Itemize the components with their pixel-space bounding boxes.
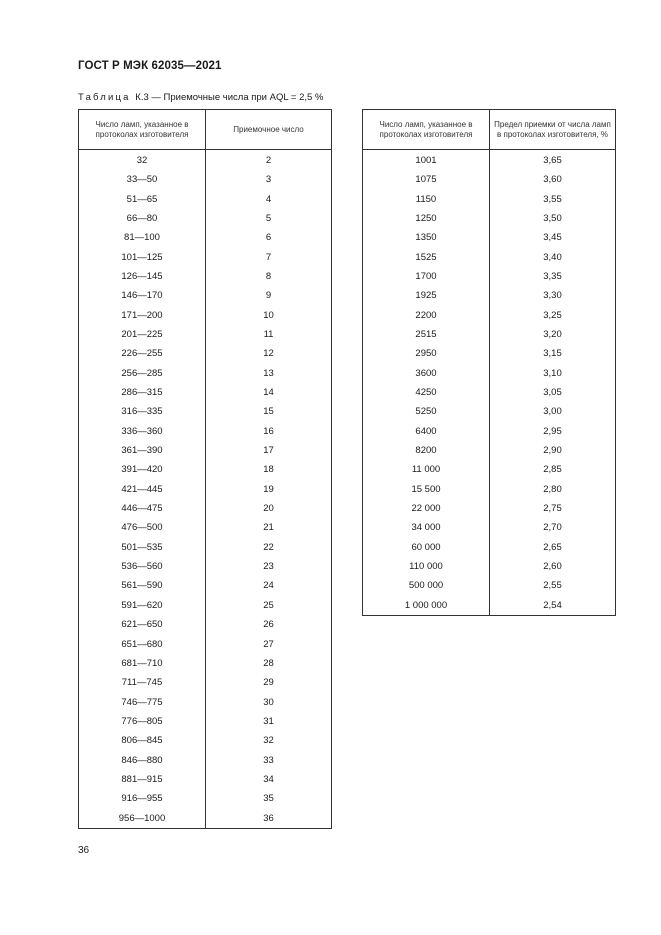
cell-lamp-count: 651—680 xyxy=(79,635,206,654)
cell-lamp-count: 476—500 xyxy=(79,519,206,538)
table-row xyxy=(79,170,332,189)
cell-lamp-count: 1925 xyxy=(363,286,490,305)
column-header-acceptance-number: Приемочное число xyxy=(206,110,332,150)
cell-lamp-count: 15 500 xyxy=(363,480,490,499)
table-row xyxy=(363,538,616,557)
table-row xyxy=(363,325,616,344)
cell-lamp-count: 3600 xyxy=(363,364,490,383)
table-row xyxy=(363,557,616,576)
table-row xyxy=(79,519,332,538)
acceptance-numbers-table-body xyxy=(79,150,332,829)
cell-value: 11 xyxy=(206,325,332,344)
table-row xyxy=(363,577,616,596)
cell-lamp-count: 1150 xyxy=(363,190,490,209)
table-row xyxy=(79,789,332,808)
cell-lamp-count: 226—255 xyxy=(79,344,206,363)
cell-lamp-count: 2515 xyxy=(363,325,490,344)
cell-lamp-count: 1075 xyxy=(363,170,490,189)
cell-lamp-count: 8200 xyxy=(363,441,490,460)
table-row xyxy=(79,150,332,171)
cell-lamp-count: 316—335 xyxy=(79,402,206,421)
cell-value: 2,75 xyxy=(490,499,616,518)
table-row xyxy=(79,693,332,712)
cell-lamp-count: 361—390 xyxy=(79,441,206,460)
table-row xyxy=(363,480,616,499)
table-row xyxy=(363,422,616,441)
table-row xyxy=(363,267,616,286)
cell-lamp-count: 60 000 xyxy=(363,538,490,557)
cell-value: 3,25 xyxy=(490,306,616,325)
table-row xyxy=(79,673,332,692)
table-row xyxy=(79,596,332,615)
cell-value: 10 xyxy=(206,306,332,325)
table-row xyxy=(363,383,616,402)
cell-value: 2,65 xyxy=(490,538,616,557)
table-row xyxy=(79,461,332,480)
cell-lamp-count: 881—915 xyxy=(79,770,206,789)
cell-lamp-count: 286—315 xyxy=(79,383,206,402)
cell-value: 16 xyxy=(206,422,332,441)
cell-value: 27 xyxy=(206,635,332,654)
cell-value: 3,35 xyxy=(490,267,616,286)
cell-value: 29 xyxy=(206,673,332,692)
cell-value: 21 xyxy=(206,519,332,538)
cell-lamp-count: 776—805 xyxy=(79,712,206,731)
table-header-row xyxy=(363,110,616,150)
table-row xyxy=(79,286,332,305)
cell-lamp-count: 806—845 xyxy=(79,731,206,750)
table-row xyxy=(79,402,332,421)
cell-lamp-count: 51—65 xyxy=(79,190,206,209)
cell-value: 3 xyxy=(206,170,332,189)
table-caption-text: К.3 — Приемочные числа при AQL = 2,5 % xyxy=(135,92,324,103)
cell-value: 7 xyxy=(206,248,332,267)
table-caption-prefix: Таблица xyxy=(78,92,131,103)
cell-value: 19 xyxy=(206,480,332,499)
table-row xyxy=(79,770,332,789)
cell-value: 23 xyxy=(206,557,332,576)
cell-value: 2,95 xyxy=(490,422,616,441)
table-row xyxy=(363,209,616,228)
table-row xyxy=(363,150,616,171)
cell-lamp-count: 66—80 xyxy=(79,209,206,228)
cell-lamp-count: 501—535 xyxy=(79,538,206,557)
cell-lamp-count: 561—590 xyxy=(79,577,206,596)
cell-value: 2,60 xyxy=(490,557,616,576)
cell-value: 14 xyxy=(206,383,332,402)
cell-lamp-count: 1 000 000 xyxy=(363,596,490,616)
cell-value: 3,00 xyxy=(490,402,616,421)
table-header-row xyxy=(79,110,332,150)
cell-lamp-count: 11 000 xyxy=(363,461,490,480)
cell-lamp-count: 681—710 xyxy=(79,654,206,673)
table-row xyxy=(79,441,332,460)
table-row xyxy=(79,654,332,673)
cell-value: 3,45 xyxy=(490,228,616,247)
cell-value: 3,55 xyxy=(490,190,616,209)
cell-lamp-count: 101—125 xyxy=(79,248,206,267)
cell-lamp-count: 126—145 xyxy=(79,267,206,286)
cell-lamp-count: 171—200 xyxy=(79,306,206,325)
table-row xyxy=(363,499,616,518)
acceptance-limit-table xyxy=(362,109,616,616)
cell-value: 30 xyxy=(206,693,332,712)
acceptance-numbers-table xyxy=(78,109,332,829)
table-row xyxy=(79,267,332,286)
cell-lamp-count: 34 000 xyxy=(363,519,490,538)
cell-value: 3,30 xyxy=(490,286,616,305)
document-header: ГОСТ Р МЭК 62035—2021 xyxy=(78,60,222,72)
column-header-lamp-count: Число ламп, указанное в протоколах изготовителя xyxy=(79,110,206,150)
cell-lamp-count: 110 000 xyxy=(363,557,490,576)
cell-value: 28 xyxy=(206,654,332,673)
cell-value: 20 xyxy=(206,499,332,518)
cell-value: 15 xyxy=(206,402,332,421)
table-row xyxy=(79,209,332,228)
cell-lamp-count: 5250 xyxy=(363,402,490,421)
cell-value: 9 xyxy=(206,286,332,305)
cell-value: 31 xyxy=(206,712,332,731)
table-row xyxy=(363,344,616,363)
cell-value: 3,50 xyxy=(490,209,616,228)
cell-value: 34 xyxy=(206,770,332,789)
column-header-acceptance-limit: Предел приемки от числа ламп в протоколах изготовителя, % xyxy=(490,110,616,150)
table-row xyxy=(363,190,616,209)
acceptance-limit-table-body xyxy=(363,150,616,616)
cell-lamp-count: 746—775 xyxy=(79,693,206,712)
cell-value: 3,05 xyxy=(490,383,616,402)
table-row xyxy=(79,731,332,750)
table-row xyxy=(79,306,332,325)
column-header-lamp-count: Число ламп, указанное в протоколах изготовителя xyxy=(363,110,490,150)
table-row xyxy=(79,557,332,576)
cell-value: 2 xyxy=(206,150,332,171)
cell-lamp-count: 711—745 xyxy=(79,673,206,692)
table-row xyxy=(79,577,332,596)
table-row xyxy=(363,306,616,325)
cell-value: 22 xyxy=(206,538,332,557)
cell-lamp-count: 256—285 xyxy=(79,364,206,383)
table-row xyxy=(79,190,332,209)
table-row xyxy=(363,364,616,383)
cell-lamp-count: 4250 xyxy=(363,383,490,402)
cell-value: 3,20 xyxy=(490,325,616,344)
table-row xyxy=(79,383,332,402)
cell-lamp-count: 336—360 xyxy=(79,422,206,441)
table-row xyxy=(79,809,332,829)
cell-lamp-count: 536—560 xyxy=(79,557,206,576)
cell-lamp-count: 591—620 xyxy=(79,596,206,615)
cell-lamp-count: 500 000 xyxy=(363,577,490,596)
cell-lamp-count: 32 xyxy=(79,150,206,171)
cell-lamp-count: 1350 xyxy=(363,228,490,247)
cell-lamp-count: 1525 xyxy=(363,248,490,267)
cell-lamp-count: 2200 xyxy=(363,306,490,325)
table-row xyxy=(79,615,332,634)
table-row xyxy=(363,402,616,421)
cell-value: 8 xyxy=(206,267,332,286)
table-row xyxy=(363,228,616,247)
cell-lamp-count: 421—445 xyxy=(79,480,206,499)
table-row xyxy=(363,519,616,538)
cell-lamp-count: 1700 xyxy=(363,267,490,286)
cell-lamp-count: 846—880 xyxy=(79,751,206,770)
cell-value: 5 xyxy=(206,209,332,228)
cell-value: 3,10 xyxy=(490,364,616,383)
cell-lamp-count: 146—170 xyxy=(79,286,206,305)
cell-lamp-count: 6400 xyxy=(363,422,490,441)
cell-value: 6 xyxy=(206,228,332,247)
table-row xyxy=(363,596,616,616)
table-row xyxy=(363,170,616,189)
table-caption xyxy=(78,92,323,103)
cell-lamp-count: 446—475 xyxy=(79,499,206,518)
cell-value: 13 xyxy=(206,364,332,383)
cell-value: 3,40 xyxy=(490,248,616,267)
table-row xyxy=(363,461,616,480)
cell-lamp-count: 956—1000 xyxy=(79,809,206,829)
table-row xyxy=(363,248,616,267)
cell-value: 2,80 xyxy=(490,480,616,499)
cell-lamp-count: 1250 xyxy=(363,209,490,228)
cell-lamp-count: 201—225 xyxy=(79,325,206,344)
cell-lamp-count: 1001 xyxy=(363,150,490,171)
cell-value: 17 xyxy=(206,441,332,460)
table-row xyxy=(79,228,332,247)
cell-lamp-count: 33—50 xyxy=(79,170,206,189)
cell-value: 2,55 xyxy=(490,577,616,596)
table-row xyxy=(79,480,332,499)
cell-lamp-count: 81—100 xyxy=(79,228,206,247)
cell-lamp-count: 391—420 xyxy=(79,461,206,480)
table-row xyxy=(79,499,332,518)
cell-value: 3,60 xyxy=(490,170,616,189)
cell-value: 35 xyxy=(206,789,332,808)
page-number: 36 xyxy=(78,845,90,856)
table-row xyxy=(79,325,332,344)
table-row xyxy=(79,751,332,770)
cell-value: 32 xyxy=(206,731,332,750)
cell-value: 2,70 xyxy=(490,519,616,538)
cell-value: 24 xyxy=(206,577,332,596)
table-row xyxy=(79,538,332,557)
cell-value: 12 xyxy=(206,344,332,363)
cell-lamp-count: 621—650 xyxy=(79,615,206,634)
cell-value: 3,15 xyxy=(490,344,616,363)
cell-value: 33 xyxy=(206,751,332,770)
cell-value: 26 xyxy=(206,615,332,634)
cell-value: 3,65 xyxy=(490,150,616,171)
table-row xyxy=(79,712,332,731)
cell-value: 18 xyxy=(206,461,332,480)
table-row xyxy=(79,248,332,267)
cell-value: 36 xyxy=(206,809,332,829)
cell-value: 25 xyxy=(206,596,332,615)
table-row xyxy=(79,635,332,654)
cell-lamp-count: 916—955 xyxy=(79,789,206,808)
cell-value: 4 xyxy=(206,190,332,209)
cell-lamp-count: 2950 xyxy=(363,344,490,363)
cell-lamp-count: 22 000 xyxy=(363,499,490,518)
table-row xyxy=(363,441,616,460)
cell-value: 2,85 xyxy=(490,461,616,480)
table-row xyxy=(79,364,332,383)
table-row xyxy=(79,422,332,441)
table-row xyxy=(79,344,332,363)
table-row xyxy=(363,286,616,305)
cell-value: 2,90 xyxy=(490,441,616,460)
cell-value: 2,54 xyxy=(490,596,616,616)
